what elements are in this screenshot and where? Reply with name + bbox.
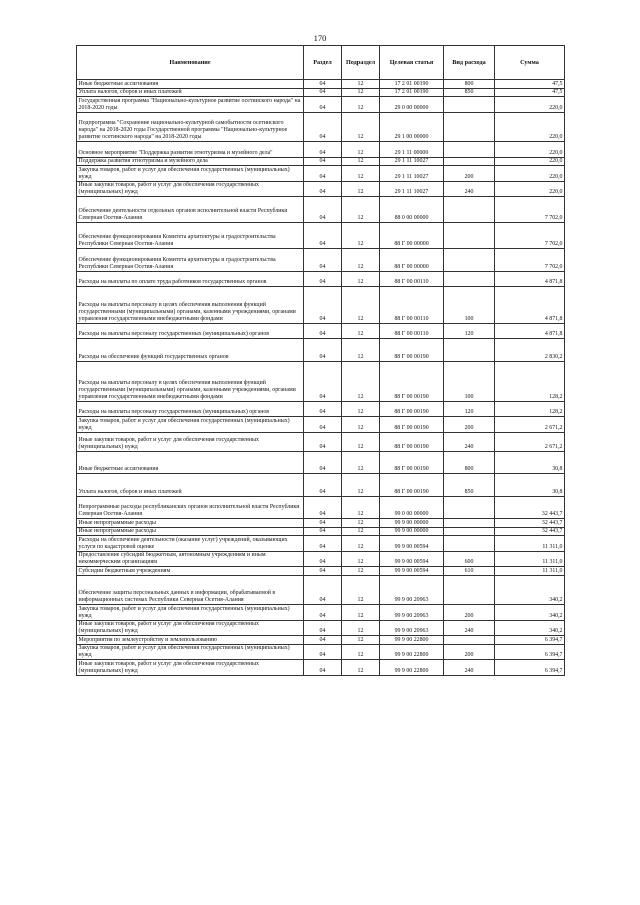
cell-summa: 340,2 bbox=[495, 575, 565, 605]
cell-vid bbox=[444, 575, 495, 605]
cell-statya: 99 0 00 00000 bbox=[380, 496, 444, 519]
cell-podrazdel: 12 bbox=[342, 88, 380, 97]
cell-summa: 6 394,7 bbox=[495, 660, 565, 676]
cell-statya: 88 Г 00 00190 bbox=[380, 417, 444, 433]
table-row bbox=[77, 605, 565, 621]
table-row bbox=[77, 551, 565, 567]
cell-razdel: 04 bbox=[304, 605, 342, 621]
cell-vid: 610 bbox=[444, 567, 495, 576]
table-row bbox=[77, 142, 565, 158]
cell-name: Государственная программа "Национально-культурное развитие осетинского народа" на 2018-2020 годы bbox=[77, 97, 304, 113]
cell-podrazdel: 12 bbox=[342, 249, 380, 272]
table-body bbox=[77, 80, 565, 676]
cell-razdel: 04 bbox=[304, 142, 342, 158]
table-row bbox=[77, 660, 565, 676]
cell-summa: 6 394,7 bbox=[495, 644, 565, 660]
cell-statya: 99 9 00 00594 bbox=[380, 567, 444, 576]
cell-name: Иные бюджетные ассигнования bbox=[77, 80, 304, 89]
cell-name: Закупка товаров, работ и услуг для обеспечения государственных (муниципальных) нужд bbox=[77, 166, 304, 182]
cell-name: Субсидии бюджетным учреждениям bbox=[77, 567, 304, 576]
cell-name: Расходы на обеспечение функций государственных органов bbox=[77, 339, 304, 362]
cell-summa: 47,5 bbox=[495, 80, 565, 89]
cell-statya: 99 9 00 22800 bbox=[380, 660, 444, 676]
table-row bbox=[77, 519, 565, 528]
cell-razdel: 04 bbox=[304, 527, 342, 536]
cell-statya: 99 9 00 20963 bbox=[380, 620, 444, 636]
cell-summa: 220,0 bbox=[495, 142, 565, 158]
cell-name: Обеспечение деятельности отдельных органов исполнительной власти Республики Северная Осетия-Алания bbox=[77, 197, 304, 223]
cell-summa: 4 871,8 bbox=[495, 287, 565, 324]
cell-statya: 88 0 00 00000 bbox=[380, 197, 444, 223]
cell-podrazdel: 12 bbox=[342, 636, 380, 645]
cell-statya: 29 1 11 10027 bbox=[380, 157, 444, 166]
cell-podrazdel: 12 bbox=[342, 519, 380, 528]
cell-name: Иные закупки товаров, работ и услуг для обеспечения государственных (муниципальных) нужд bbox=[77, 620, 304, 636]
table-row bbox=[77, 432, 565, 451]
cell-statya: 99 9 00 22800 bbox=[380, 644, 444, 660]
header-razdel: Раздел bbox=[304, 46, 342, 80]
cell-vid bbox=[444, 339, 495, 362]
cell-summa: 220,0 bbox=[495, 97, 565, 113]
page-number: 170 bbox=[313, 33, 327, 43]
table-row bbox=[77, 451, 565, 474]
cell-vid bbox=[444, 223, 495, 249]
cell-podrazdel: 12 bbox=[342, 605, 380, 621]
cell-name: Иные непрограммные расходы bbox=[77, 527, 304, 536]
cell-razdel: 04 bbox=[304, 417, 342, 433]
cell-razdel: 04 bbox=[304, 644, 342, 660]
cell-razdel: 04 bbox=[304, 181, 342, 197]
table-row bbox=[77, 496, 565, 519]
cell-name: Основное мероприятие "Поддержка развития этнотуризма и музейного дела" bbox=[77, 142, 304, 158]
cell-name: Обеспечение функционирования Комитета архитектуры и градостроительства Республики Северная Осетия-Алания bbox=[77, 249, 304, 272]
cell-razdel: 04 bbox=[304, 271, 342, 287]
table-row bbox=[77, 401, 565, 417]
cell-statya: 88 Г 00 00190 bbox=[380, 432, 444, 451]
cell-summa: 11 311,0 bbox=[495, 567, 565, 576]
cell-statya: 29 1 11 00000 bbox=[380, 142, 444, 158]
cell-razdel: 04 bbox=[304, 519, 342, 528]
cell-statya: 99 9 00 20963 bbox=[380, 605, 444, 621]
cell-razdel: 04 bbox=[304, 97, 342, 113]
header-statya: Целевая статья bbox=[380, 46, 444, 80]
cell-vid bbox=[444, 197, 495, 223]
cell-name: Обеспечение функционирования Комитета архитектуры и градостроительства Республики Северная Осетия-Алания bbox=[77, 223, 304, 249]
cell-summa: 2 671,2 bbox=[495, 432, 565, 451]
cell-podrazdel: 12 bbox=[342, 527, 380, 536]
cell-statya: 29 0 00 00000 bbox=[380, 97, 444, 113]
cell-podrazdel: 12 bbox=[342, 644, 380, 660]
cell-statya: 88 Г 00 00190 bbox=[380, 474, 444, 497]
cell-vid: 200 bbox=[444, 605, 495, 621]
cell-razdel: 04 bbox=[304, 223, 342, 249]
cell-statya: 88 Г 00 00190 bbox=[380, 401, 444, 417]
cell-vid bbox=[444, 112, 495, 142]
header-vid: Вид расхода bbox=[444, 46, 495, 80]
cell-razdel: 04 bbox=[304, 620, 342, 636]
budget-table bbox=[76, 45, 565, 676]
cell-podrazdel: 12 bbox=[342, 451, 380, 474]
cell-razdel: 04 bbox=[304, 88, 342, 97]
cell-summa: 32 443,7 bbox=[495, 496, 565, 519]
cell-name: Расходы на выплаты по оплате труда работников государственных органов bbox=[77, 271, 304, 287]
cell-summa: 2 830,2 bbox=[495, 339, 565, 362]
table-row bbox=[77, 197, 565, 223]
cell-razdel: 04 bbox=[304, 249, 342, 272]
cell-summa: 32 443,7 bbox=[495, 519, 565, 528]
header-name: Наименование bbox=[77, 46, 304, 80]
cell-razdel: 04 bbox=[304, 474, 342, 497]
cell-razdel: 04 bbox=[304, 432, 342, 451]
cell-statya: 29 1 11 10027 bbox=[380, 181, 444, 197]
cell-podrazdel: 12 bbox=[342, 271, 380, 287]
cell-podrazdel: 12 bbox=[342, 660, 380, 676]
cell-razdel: 04 bbox=[304, 551, 342, 567]
cell-vid bbox=[444, 519, 495, 528]
cell-vid: 200 bbox=[444, 644, 495, 660]
cell-name: Мероприятия по землеустройству и землепользованию bbox=[77, 636, 304, 645]
cell-vid bbox=[444, 157, 495, 166]
cell-statya: 88 Г 00 00000 bbox=[380, 223, 444, 249]
cell-statya: 17 2 01 00190 bbox=[380, 88, 444, 97]
table-row bbox=[77, 157, 565, 166]
cell-summa: 220,0 bbox=[495, 157, 565, 166]
cell-podrazdel: 12 bbox=[342, 432, 380, 451]
cell-name: Расходы на обеспечение деятельности (оказание услуг) учреждений, оказывающих услуги по кадастровой оценке bbox=[77, 536, 304, 552]
cell-razdel: 04 bbox=[304, 166, 342, 182]
cell-name: Непрограммные расходы республиканских органов исполнительной власти Республики Северная Осетия-Алания bbox=[77, 496, 304, 519]
cell-vid: 200 bbox=[444, 166, 495, 182]
cell-statya: 17 2 01 00190 bbox=[380, 80, 444, 89]
table-row bbox=[77, 474, 565, 497]
cell-summa: 32 443,7 bbox=[495, 527, 565, 536]
cell-vid bbox=[444, 142, 495, 158]
cell-name: Предоставление субсидий бюджетным, автономным учреждениям и иным некоммерческим организациям bbox=[77, 551, 304, 567]
cell-summa: 30,8 bbox=[495, 474, 565, 497]
cell-razdel: 04 bbox=[304, 361, 342, 401]
cell-name: Расходы на выплаты персоналу в целях обеспечения выполнения функций государственными (муниципальными) органами, казенными учреждениями, органами управления государственными внебюджетными фондами bbox=[77, 361, 304, 401]
table-row bbox=[77, 620, 565, 636]
cell-summa: 11 311,0 bbox=[495, 536, 565, 552]
cell-summa: 30,8 bbox=[495, 451, 565, 474]
table-row bbox=[77, 575, 565, 605]
cell-name: Расходы на выплаты персоналу государственных (муниципальных) органов bbox=[77, 323, 304, 339]
cell-podrazdel: 12 bbox=[342, 401, 380, 417]
table-row bbox=[77, 636, 565, 645]
table-row bbox=[77, 249, 565, 272]
cell-vid: 800 bbox=[444, 451, 495, 474]
cell-razdel: 04 bbox=[304, 496, 342, 519]
cell-vid: 240 bbox=[444, 432, 495, 451]
table-row bbox=[77, 223, 565, 249]
cell-statya: 88 Г 00 00000 bbox=[380, 249, 444, 272]
table-row bbox=[77, 567, 565, 576]
cell-vid: 120 bbox=[444, 323, 495, 339]
cell-vid bbox=[444, 249, 495, 272]
cell-razdel: 04 bbox=[304, 197, 342, 223]
cell-podrazdel: 12 bbox=[342, 142, 380, 158]
cell-podrazdel: 12 bbox=[342, 181, 380, 197]
table-row bbox=[77, 527, 565, 536]
cell-razdel: 04 bbox=[304, 339, 342, 362]
cell-podrazdel: 12 bbox=[342, 620, 380, 636]
cell-statya: 99 9 00 00000 bbox=[380, 527, 444, 536]
cell-summa: 47,5 bbox=[495, 88, 565, 97]
cell-razdel: 04 bbox=[304, 451, 342, 474]
cell-statya: 29 1 11 10027 bbox=[380, 166, 444, 182]
cell-podrazdel: 12 bbox=[342, 197, 380, 223]
header-summa: Сумма bbox=[495, 46, 565, 80]
cell-statya: 88 Г 00 00190 bbox=[380, 451, 444, 474]
cell-vid: 100 bbox=[444, 361, 495, 401]
cell-vid bbox=[444, 97, 495, 113]
cell-razdel: 04 bbox=[304, 157, 342, 166]
cell-summa: 128,2 bbox=[495, 401, 565, 417]
cell-vid: 240 bbox=[444, 660, 495, 676]
cell-podrazdel: 12 bbox=[342, 417, 380, 433]
cell-podrazdel: 12 bbox=[342, 551, 380, 567]
cell-vid: 120 bbox=[444, 401, 495, 417]
cell-name: Закупка товаров, работ и услуг для обеспечения государственных (муниципальных) нужд bbox=[77, 644, 304, 660]
cell-razdel: 04 bbox=[304, 567, 342, 576]
cell-podrazdel: 12 bbox=[342, 97, 380, 113]
cell-summa: 7 702,0 bbox=[495, 249, 565, 272]
cell-summa: 220,0 bbox=[495, 181, 565, 197]
cell-podrazdel: 12 bbox=[342, 166, 380, 182]
cell-podrazdel: 12 bbox=[342, 223, 380, 249]
cell-summa: 4 871,8 bbox=[495, 271, 565, 287]
cell-statya: 99 9 00 00000 bbox=[380, 519, 444, 528]
table-row bbox=[77, 417, 565, 433]
cell-razdel: 04 bbox=[304, 636, 342, 645]
table-row bbox=[77, 271, 565, 287]
cell-name: Иные непрограммные расходы bbox=[77, 519, 304, 528]
cell-summa: 6 394,7 bbox=[495, 636, 565, 645]
cell-statya: 99 9 00 00594 bbox=[380, 536, 444, 552]
cell-name: Подпрограмма "Сохранение национально-культурной самобытности осетинского народа" на 2018-2020 годы Государственной программы "Национально-культурное развитие осетинского народа" на 2018-2020 годы bbox=[77, 112, 304, 142]
cell-vid bbox=[444, 536, 495, 552]
cell-name: Поддержка развития этнотуризма и музейного дела bbox=[77, 157, 304, 166]
cell-name: Иные закупки товаров, работ и услуг для обеспечения государственных (муниципальных) нужд bbox=[77, 660, 304, 676]
cell-vid bbox=[444, 271, 495, 287]
cell-podrazdel: 12 bbox=[342, 361, 380, 401]
cell-statya: 99 9 00 20963 bbox=[380, 575, 444, 605]
cell-razdel: 04 bbox=[304, 575, 342, 605]
table-row bbox=[77, 644, 565, 660]
cell-podrazdel: 12 bbox=[342, 287, 380, 324]
cell-podrazdel: 12 bbox=[342, 575, 380, 605]
cell-vid: 850 bbox=[444, 474, 495, 497]
cell-razdel: 04 bbox=[304, 660, 342, 676]
cell-name: Уплата налогов, сборов и иных платежей bbox=[77, 474, 304, 497]
cell-vid: 800 bbox=[444, 80, 495, 89]
cell-name: Иные бюджетные ассигнования bbox=[77, 451, 304, 474]
cell-summa: 7 702,0 bbox=[495, 223, 565, 249]
cell-statya: 88 Г 00 00110 bbox=[380, 271, 444, 287]
table-row bbox=[77, 80, 565, 89]
cell-summa: 7 702,0 bbox=[495, 197, 565, 223]
cell-name: Закупка товаров, работ и услуг для обеспечения государственных (муниципальных) нужд bbox=[77, 417, 304, 433]
cell-statya: 99 9 00 00594 bbox=[380, 551, 444, 567]
cell-name: Расходы на выплаты персоналу в целях обеспечения выполнения функций государственными (муниципальными) органами, казенными учреждениями, органами управления государственными внебюджетными фондами bbox=[77, 287, 304, 324]
cell-vid: 100 bbox=[444, 287, 495, 324]
cell-vid: 240 bbox=[444, 181, 495, 197]
cell-statya: 88 Г 00 00110 bbox=[380, 287, 444, 324]
cell-vid bbox=[444, 527, 495, 536]
table-row bbox=[77, 287, 565, 324]
cell-razdel: 04 bbox=[304, 536, 342, 552]
table-row bbox=[77, 323, 565, 339]
cell-podrazdel: 12 bbox=[342, 80, 380, 89]
table-row bbox=[77, 112, 565, 142]
header-podrazdel: Подраздел bbox=[342, 46, 380, 80]
cell-razdel: 04 bbox=[304, 323, 342, 339]
cell-summa: 340,2 bbox=[495, 620, 565, 636]
cell-statya: 29 1 00 00000 bbox=[380, 112, 444, 142]
cell-vid bbox=[444, 496, 495, 519]
cell-name: Иные закупки товаров, работ и услуг для обеспечения государственных (муниципальных) нужд bbox=[77, 181, 304, 197]
cell-summa: 340,2 bbox=[495, 605, 565, 621]
cell-summa: 2 671,2 bbox=[495, 417, 565, 433]
cell-podrazdel: 12 bbox=[342, 339, 380, 362]
cell-podrazdel: 12 bbox=[342, 474, 380, 497]
cell-statya: 99 9 00 22800 bbox=[380, 636, 444, 645]
table-row bbox=[77, 97, 565, 113]
cell-razdel: 04 bbox=[304, 80, 342, 89]
cell-vid bbox=[444, 636, 495, 645]
cell-razdel: 04 bbox=[304, 287, 342, 324]
cell-name: Закупка товаров, работ и услуг для обеспечения государственных (муниципальных) нужд bbox=[77, 605, 304, 621]
table-row bbox=[77, 181, 565, 197]
cell-podrazdel: 12 bbox=[342, 536, 380, 552]
cell-vid: 200 bbox=[444, 417, 495, 433]
table-row bbox=[77, 166, 565, 182]
cell-name: Обеспечение защиты персональных данных в информации, обрабатываемой в информационных системах Республики Северная Осетия-Алания bbox=[77, 575, 304, 605]
cell-podrazdel: 12 bbox=[342, 323, 380, 339]
cell-razdel: 04 bbox=[304, 112, 342, 142]
table-header-row bbox=[77, 46, 565, 80]
cell-summa: 220,0 bbox=[495, 112, 565, 142]
cell-vid: 600 bbox=[444, 551, 495, 567]
cell-summa: 128,2 bbox=[495, 361, 565, 401]
table-row bbox=[77, 88, 565, 97]
cell-statya: 88 Г 00 00190 bbox=[380, 339, 444, 362]
cell-podrazdel: 12 bbox=[342, 157, 380, 166]
cell-podrazdel: 12 bbox=[342, 112, 380, 142]
cell-summa: 11 311,0 bbox=[495, 551, 565, 567]
cell-summa: 220,0 bbox=[495, 166, 565, 182]
cell-name: Расходы на выплаты персоналу государственных (муниципальных) органов bbox=[77, 401, 304, 417]
cell-statya: 88 Г 00 00110 bbox=[380, 323, 444, 339]
cell-statya: 88 Г 00 00190 bbox=[380, 361, 444, 401]
cell-razdel: 04 bbox=[304, 401, 342, 417]
table-row bbox=[77, 361, 565, 401]
cell-podrazdel: 12 bbox=[342, 496, 380, 519]
cell-podrazdel: 12 bbox=[342, 567, 380, 576]
table-row bbox=[77, 536, 565, 552]
cell-vid: 240 bbox=[444, 620, 495, 636]
cell-name: Иные закупки товаров, работ и услуг для обеспечения государственных (муниципальных) нужд bbox=[77, 432, 304, 451]
cell-name: Уплата налогов, сборов и иных платежей bbox=[77, 88, 304, 97]
table-row bbox=[77, 339, 565, 362]
cell-vid: 850 bbox=[444, 88, 495, 97]
cell-summa: 4 871,8 bbox=[495, 323, 565, 339]
